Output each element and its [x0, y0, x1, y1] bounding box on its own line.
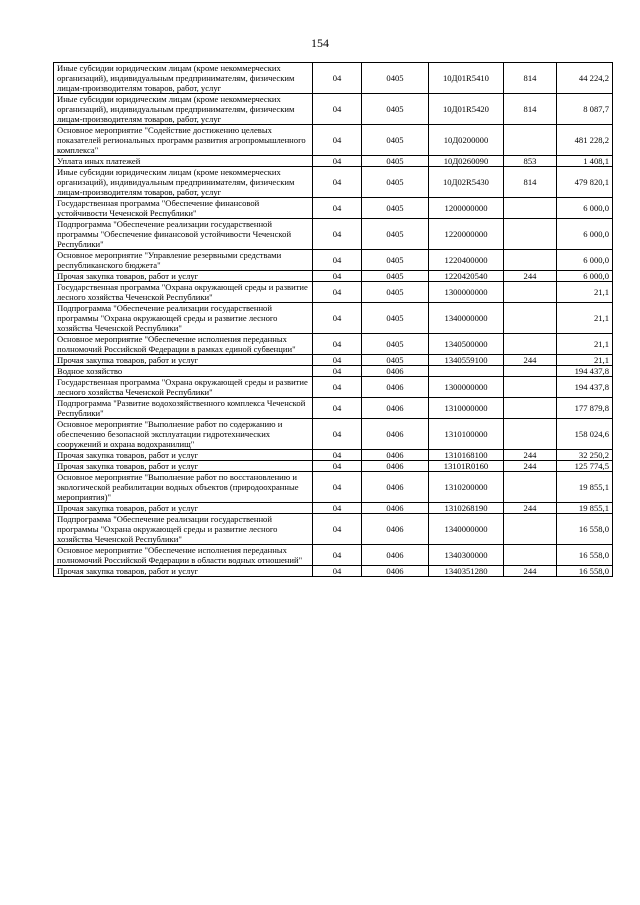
row-subsection-code: 0405 [362, 355, 429, 366]
row-name: Подпрограмма "Обеспечение реализации государственной программы "Охрана окружающей среды и развитие лесного хозяйства Чеченской Республики" [54, 303, 313, 334]
table-row [54, 94, 613, 125]
row-amount: 6 000,0 [557, 271, 613, 282]
row-target-article: 1340351280 [429, 566, 504, 577]
row-expense-type [504, 125, 557, 156]
row-name: Водное хозяйство [54, 366, 313, 377]
row-target-article: 1300000000 [429, 282, 504, 303]
row-target-article: 1300000000 [429, 377, 504, 398]
row-name: Прочая закупка товаров, работ и услуг [54, 355, 313, 366]
row-subsection-code: 0406 [362, 366, 429, 377]
row-expense-type [504, 398, 557, 419]
row-amount: 21,1 [557, 355, 613, 366]
row-section-code: 04 [313, 398, 362, 419]
row-name: Основное мероприятие "Выполнение работ по восстановлению и экологической реабилитации водных объектов (природоохранные мероприятия)" [54, 472, 313, 503]
row-target-article: 1310168100 [429, 450, 504, 461]
row-subsection-code: 0405 [362, 125, 429, 156]
row-section-code: 04 [313, 366, 362, 377]
row-amount: 32 250,2 [557, 450, 613, 461]
row-amount: 1 408,1 [557, 156, 613, 167]
row-expense-type [504, 366, 557, 377]
table-row [54, 271, 613, 282]
row-subsection-code: 0405 [362, 167, 429, 198]
row-subsection-code: 0406 [362, 503, 429, 514]
row-target-article: 10Д0260090 [429, 156, 504, 167]
row-section-code: 04 [313, 461, 362, 472]
row-amount: 158 024,6 [557, 419, 613, 450]
row-amount: 177 879,8 [557, 398, 613, 419]
row-expense-type: 814 [504, 94, 557, 125]
row-subsection-code: 0405 [362, 198, 429, 219]
row-target-article: 13101R0160 [429, 461, 504, 472]
row-expense-type [504, 514, 557, 545]
row-expense-type: 814 [504, 167, 557, 198]
row-amount: 6 000,0 [557, 198, 613, 219]
row-section-code: 04 [313, 282, 362, 303]
row-amount: 479 820,1 [557, 167, 613, 198]
table-row [54, 198, 613, 219]
row-amount: 19 855,1 [557, 472, 613, 503]
row-target-article: 10Д02R5430 [429, 167, 504, 198]
row-expense-type [504, 472, 557, 503]
row-expense-type: 814 [504, 63, 557, 94]
row-amount: 16 558,0 [557, 514, 613, 545]
row-expense-type [504, 419, 557, 450]
row-amount: 44 224,2 [557, 63, 613, 94]
row-expense-type [504, 282, 557, 303]
row-name: Иные субсидии юридическим лицам (кроме некоммерческих организаций), индивидуальным предпринимателям, физическим лицам-производителям товаров, работ, услуг [54, 63, 313, 94]
table-row [54, 377, 613, 398]
row-expense-type: 244 [504, 355, 557, 366]
row-section-code: 04 [313, 450, 362, 461]
row-subsection-code: 0405 [362, 282, 429, 303]
row-amount: 21,1 [557, 303, 613, 334]
row-name: Прочая закупка товаров, работ и услуг [54, 450, 313, 461]
row-section-code: 04 [313, 334, 362, 355]
row-name: Государственная программа "Охрана окружающей среды и развитие лесного хозяйства Чеченской Республики" [54, 282, 313, 303]
row-subsection-code: 0406 [362, 566, 429, 577]
table-row [54, 503, 613, 514]
row-subsection-code: 0406 [362, 461, 429, 472]
row-subsection-code: 0406 [362, 514, 429, 545]
row-subsection-code: 0406 [362, 377, 429, 398]
row-target-article: 1340500000 [429, 334, 504, 355]
table-row [54, 545, 613, 566]
row-subsection-code: 0405 [362, 271, 429, 282]
table-row [54, 419, 613, 450]
row-section-code: 04 [313, 94, 362, 125]
row-target-article: 1340000000 [429, 303, 504, 334]
row-subsection-code: 0406 [362, 398, 429, 419]
row-name: Прочая закупка товаров, работ и услуг [54, 461, 313, 472]
row-name: Основное мероприятие "Обеспечение исполнения переданных полномочий Российской Федерации в рамках единой субвенции" [54, 334, 313, 355]
table-row [54, 366, 613, 377]
row-target-article: 1310200000 [429, 472, 504, 503]
table-row [54, 125, 613, 156]
row-section-code: 04 [313, 63, 362, 94]
table-row [54, 355, 613, 366]
table-row [54, 334, 613, 355]
row-section-code: 04 [313, 566, 362, 577]
row-target-article: 1310268190 [429, 503, 504, 514]
row-target-article: 1340559100 [429, 355, 504, 366]
row-section-code: 04 [313, 167, 362, 198]
row-section-code: 04 [313, 198, 362, 219]
table-row [54, 63, 613, 94]
row-subsection-code: 0405 [362, 219, 429, 250]
row-subsection-code: 0406 [362, 450, 429, 461]
table-row [54, 303, 613, 334]
row-expense-type: 244 [504, 271, 557, 282]
row-name: Основное мероприятие "Обеспечение исполнения переданных полномочий Российской Федерации в области водных отношений" [54, 545, 313, 566]
row-section-code: 04 [313, 503, 362, 514]
row-target-article: 1220000000 [429, 219, 504, 250]
row-name: Прочая закупка товаров, работ и услуг [54, 271, 313, 282]
row-section-code: 04 [313, 514, 362, 545]
row-subsection-code: 0405 [362, 63, 429, 94]
row-target-article: 10Д01R5410 [429, 63, 504, 94]
row-subsection-code: 0406 [362, 472, 429, 503]
row-amount: 8 087,7 [557, 94, 613, 125]
row-amount: 21,1 [557, 334, 613, 355]
table-row [54, 219, 613, 250]
row-target-article: 1310000000 [429, 398, 504, 419]
row-amount: 481 228,2 [557, 125, 613, 156]
row-expense-type [504, 219, 557, 250]
row-amount: 16 558,0 [557, 566, 613, 577]
row-target-article [429, 366, 504, 377]
row-target-article: 1220420540 [429, 271, 504, 282]
row-expense-type: 853 [504, 156, 557, 167]
row-target-article: 1200000000 [429, 198, 504, 219]
row-expense-type [504, 250, 557, 271]
row-section-code: 04 [313, 472, 362, 503]
row-subsection-code: 0405 [362, 94, 429, 125]
row-name: Государственная программа "Охрана окружающей среды и развитие лесного хозяйства Чеченской Республики" [54, 377, 313, 398]
table-row [54, 566, 613, 577]
table-row [54, 450, 613, 461]
row-name: Основное мероприятие "Выполнение работ по содержанию и обеспечению безопасной эксплуатации гидротехнических сооружений и охрана водохранилищ" [54, 419, 313, 450]
row-name: Уплата иных платежей [54, 156, 313, 167]
row-target-article: 10Д0200000 [429, 125, 504, 156]
row-expense-type: 244 [504, 503, 557, 514]
row-name: Подпрограмма "Обеспечение реализации государственной программы "Обеспечение финансовой устойчивости Чеченской Республики" [54, 219, 313, 250]
row-section-code: 04 [313, 545, 362, 566]
row-amount: 19 855,1 [557, 503, 613, 514]
row-expense-type [504, 377, 557, 398]
row-target-article: 1220400000 [429, 250, 504, 271]
row-section-code: 04 [313, 156, 362, 167]
table-row [54, 398, 613, 419]
row-amount: 125 774,5 [557, 461, 613, 472]
row-section-code: 04 [313, 303, 362, 334]
row-section-code: 04 [313, 219, 362, 250]
page-number: 154 [311, 36, 329, 50]
row-name: Прочая закупка товаров, работ и услуг [54, 503, 313, 514]
row-subsection-code: 0405 [362, 334, 429, 355]
table-row [54, 156, 613, 167]
row-amount: 16 558,0 [557, 545, 613, 566]
table-row [54, 250, 613, 271]
row-expense-type [504, 545, 557, 566]
table-row [54, 167, 613, 198]
row-name: Прочая закупка товаров, работ и услуг [54, 566, 313, 577]
row-section-code: 04 [313, 250, 362, 271]
row-name: Государственная программа "Обеспечение финансовой устойчивости Чеченской Республики" [54, 198, 313, 219]
table-row [54, 472, 613, 503]
row-section-code: 04 [313, 377, 362, 398]
table-row [54, 461, 613, 472]
row-subsection-code: 0405 [362, 156, 429, 167]
row-amount: 194 437,8 [557, 366, 613, 377]
row-subsection-code: 0405 [362, 250, 429, 271]
row-section-code: 04 [313, 419, 362, 450]
row-amount: 6 000,0 [557, 250, 613, 271]
row-expense-type [504, 334, 557, 355]
row-expense-type: 244 [504, 461, 557, 472]
row-target-article: 1310100000 [429, 419, 504, 450]
row-expense-type: 244 [504, 450, 557, 461]
row-amount: 6 000,0 [557, 219, 613, 250]
row-name: Подпрограмма "Развитие водохозяйственного комплекса Чеченской Республики" [54, 398, 313, 419]
table-row [54, 282, 613, 303]
row-section-code: 04 [313, 271, 362, 282]
row-target-article: 1340300000 [429, 545, 504, 566]
row-name: Основное мероприятие "Содействие достижению целевых показателей региональных программ развития агропромышленного комплекса" [54, 125, 313, 156]
row-amount: 21,1 [557, 282, 613, 303]
row-name: Иные субсидии юридическим лицам (кроме некоммерческих организаций), индивидуальным предпринимателям, физическим лицам-производителям товаров, работ, услуг [54, 94, 313, 125]
row-target-article: 1340000000 [429, 514, 504, 545]
row-expense-type [504, 198, 557, 219]
row-expense-type [504, 303, 557, 334]
budget-table-body [54, 63, 613, 577]
row-subsection-code: 0406 [362, 545, 429, 566]
row-subsection-code: 0405 [362, 303, 429, 334]
row-section-code: 04 [313, 355, 362, 366]
budget-table [53, 62, 613, 577]
row-expense-type: 244 [504, 566, 557, 577]
row-name: Подпрограмма "Обеспечение реализации государственной программы "Охрана окружающей среды и развитие лесного хозяйства Чеченской Республики" [54, 514, 313, 545]
row-subsection-code: 0406 [362, 419, 429, 450]
row-name: Основное мероприятие "Управление резервными средствами республиканского бюджета" [54, 250, 313, 271]
row-amount: 194 437,8 [557, 377, 613, 398]
row-section-code: 04 [313, 125, 362, 156]
table-row [54, 514, 613, 545]
row-target-article: 10Д01R5420 [429, 94, 504, 125]
row-name: Иные субсидии юридическим лицам (кроме некоммерческих организаций), индивидуальным предпринимателям, физическим лицам-производителям товаров, работ, услуг [54, 167, 313, 198]
